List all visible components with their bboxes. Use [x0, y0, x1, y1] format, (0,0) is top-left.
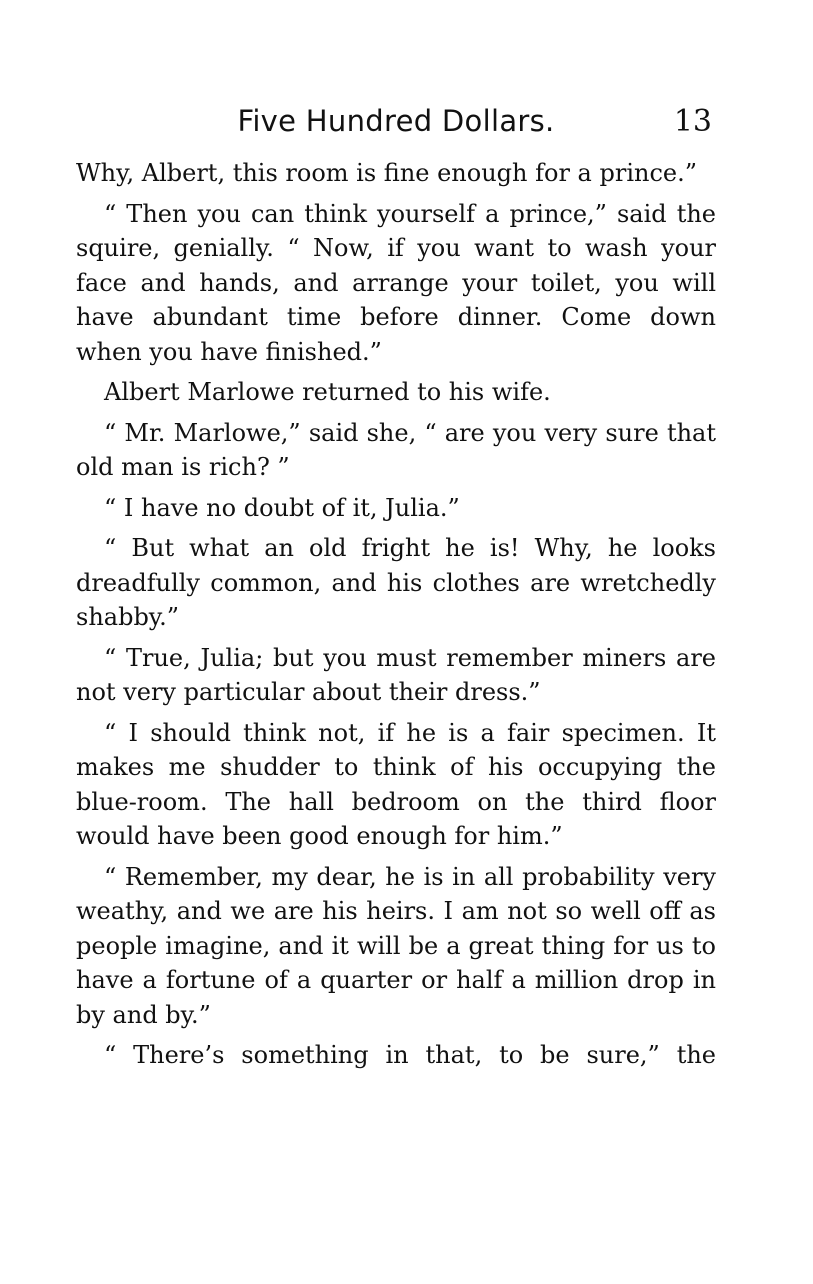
paragraph-heirs: “ Remember, my dear, he is in all probability very weathy, and we are his heirs. I am not so well off as people imagine, and it will be a great thing for us to have a fortune of a quarter or half a million drop in by and by.”: [76, 862, 716, 1029]
running-title: Five Hundred Dollars.: [237, 104, 555, 138]
paragraph-old-fright: “ But what an old fright he is! Why, he looks dreadfully common, and his clothes are wretchedly shabby.”: [76, 534, 716, 631]
page-header: [76, 104, 716, 144]
body-text: [76, 156, 716, 1079]
paragraph-continuation: Why, Albert, this room is fine enough for a prince.”: [76, 159, 697, 187]
paragraph-miners: “ True, Julia; but you must remember miners are not very particular about their dress.”: [76, 643, 716, 706]
page-number: 13: [673, 104, 712, 139]
paragraph-something-in-that: “ There’s something in that, to be sure,” the: [104, 1041, 716, 1069]
paragraph-no-doubt: “ I have no doubt of it, Julia.”: [104, 493, 460, 522]
paragraph-blue-room: “ I should think not, if he is a fair specimen. It makes me shudder to think of his occupying the blue-room. The hall bedroom on the third floor would have been good enough for him.”: [76, 718, 716, 850]
paragraph-albert-returns: Albert Marlowe returned to his wife.: [104, 378, 551, 406]
paragraph-julia-asks: “ Mr. Marlowe,” said she, “ are you very sure that old man is rich? ”: [76, 418, 716, 481]
paragraph-squire-reply: “ Then you can think yourself a prince,” said the squire, genially. “ Now, if you want to wash your face and hands, and arrange your toilet, you will have abundant time before dinner. Come down when you have finished.”: [76, 199, 716, 366]
